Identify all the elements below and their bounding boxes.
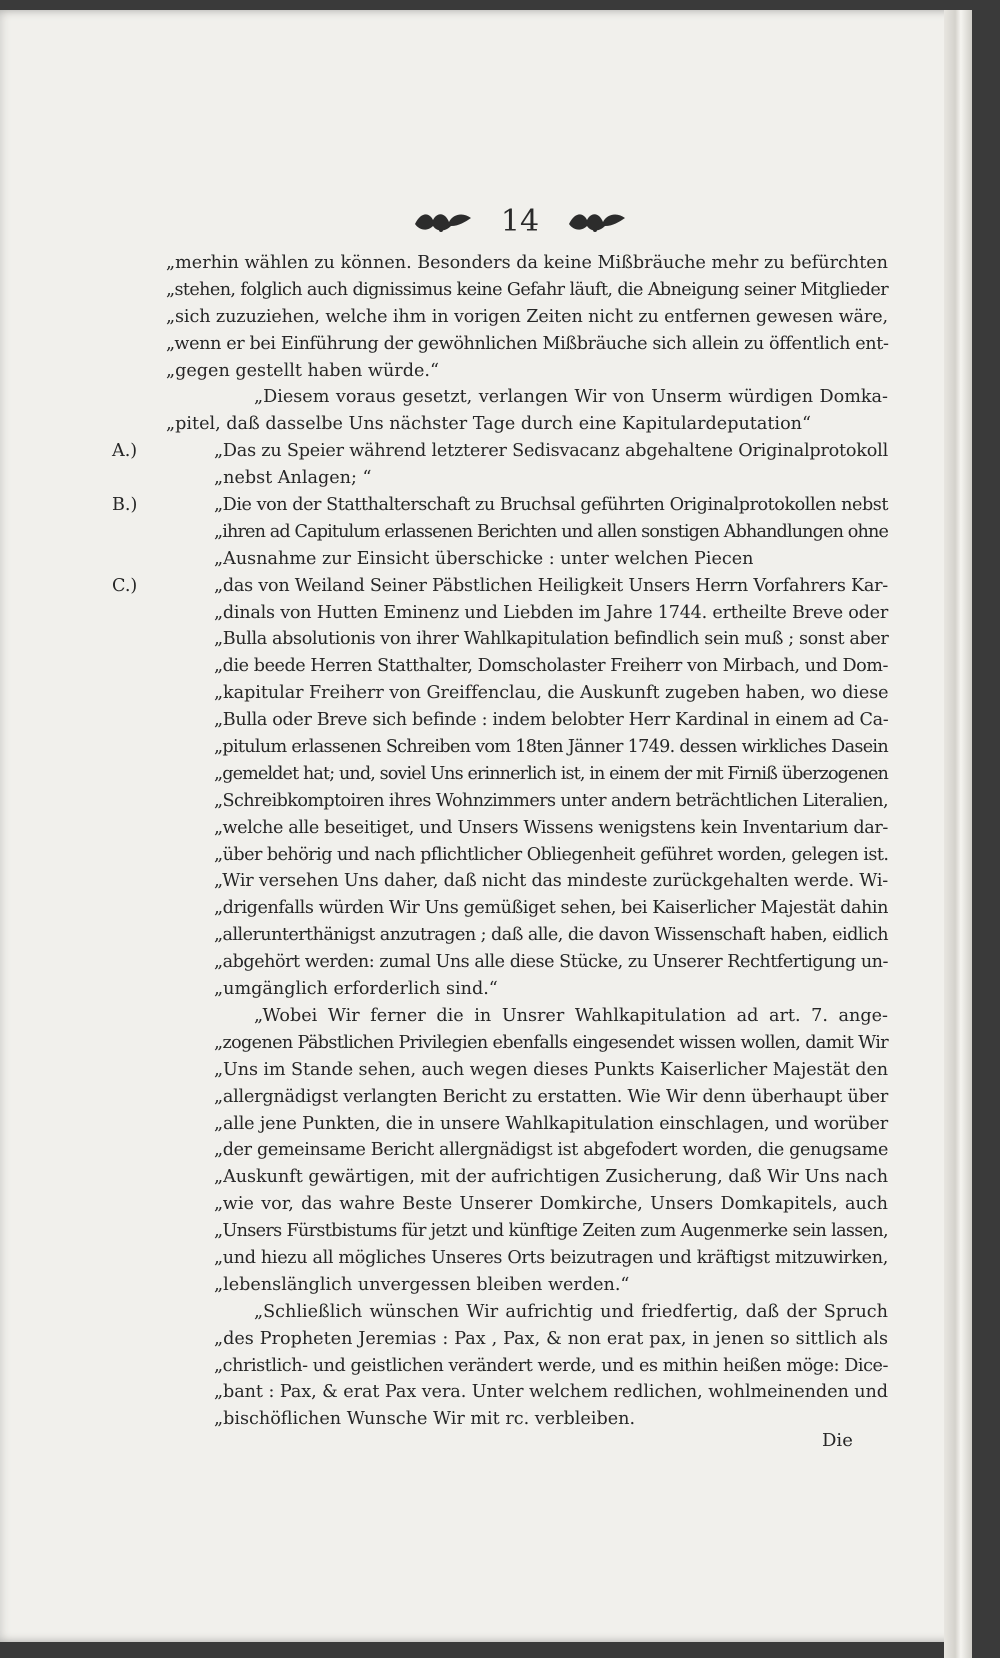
text-line bbox=[166, 384, 888, 411]
text-line bbox=[166, 250, 888, 277]
line-text: „pitel, daß dasselbe Uns nächster Tage durch eine Kapitulardeputation“ bbox=[166, 414, 811, 435]
line-text: „Bulla oder Breve sich befinde : indem belobter Herr Kardinal in einem ad Ca- bbox=[214, 710, 889, 731]
text-line bbox=[166, 331, 888, 358]
line-text: „alle jene Punkten, die in unsere Wahlkapitulation einschlagen, und worüber bbox=[214, 1113, 888, 1134]
body-text bbox=[112, 250, 889, 1433]
line-text: „christlich- und geistlichen verändert werde, und es mithin heißen möge: Dice- bbox=[214, 1355, 888, 1376]
text-line bbox=[166, 1084, 888, 1111]
text-line bbox=[166, 922, 888, 949]
item-label: B.) bbox=[112, 495, 138, 516]
line-text: „Diesem voraus gesetzt, verlangen Wir von Unserm würdigen Domka- bbox=[254, 387, 888, 408]
line-text: „kapitular Freiherr von Greiffenclau, die Auskunft zugeben haben, wo diese bbox=[214, 683, 889, 704]
line-text: „pitulum erlassenen Schreiben vom 18ten Jänner 1749. dessen wirkliches Dasein bbox=[214, 737, 888, 758]
line-text: „lebenslänglich unvergessen bleiben werden.“ bbox=[214, 1274, 630, 1295]
line-text: „allerunterthänigst anzutragen ; daß alle, die davon Wissenschaft haben, eidlich bbox=[214, 925, 888, 946]
text-line bbox=[166, 680, 888, 707]
line-text: „des Propheten Jeremias : Pax , Pax, & non erat pax, in jenen so sittlich als bbox=[214, 1328, 888, 1349]
line-text: „sich zuzuziehen, welche ihm in vorigen Zeiten nicht zu entfernen gewesen wäre, bbox=[166, 306, 888, 327]
text-line bbox=[166, 519, 888, 546]
item-label: A.) bbox=[112, 441, 138, 462]
text-line bbox=[166, 949, 888, 976]
text-line bbox=[166, 411, 888, 438]
line-text: „Wir versehen Uns daher, daß nicht das mindeste zurückgehalten werde. Wi- bbox=[214, 871, 888, 892]
text-line bbox=[166, 1137, 888, 1164]
line-text: „Schließlich wünschen Wir aufrichtig und friedfertig, daß der Spruch bbox=[254, 1301, 888, 1322]
text-line bbox=[166, 653, 888, 680]
text-line bbox=[112, 492, 888, 519]
line-text: „die beede Herren Statthalter, Domscholaster Freiherr von Mirbach, und Dom- bbox=[214, 656, 889, 677]
line-text: „und hiezu all mögliches Unseres Orts beizutragen und kräftigst mitzuwirken, bbox=[214, 1247, 888, 1268]
text-line bbox=[166, 626, 888, 653]
text-line bbox=[166, 1245, 888, 1272]
line-text: „dinals von Hutten Eminenz und Liebden im Jahre 1744. ertheilte Breve oder bbox=[214, 602, 888, 623]
line-text: „merhin wählen zu können. Besonders da keine Mißbräuche mehr zu befürchten bbox=[166, 253, 888, 273]
text-line bbox=[166, 815, 888, 842]
line-text: „welche alle beseitiget, und Unsers Wissens wenigstens kein Inventarium dar- bbox=[214, 817, 888, 838]
text-line bbox=[166, 1326, 888, 1353]
line-text: „Ausnahme zur Einsicht überschicke : unter welchen Piecen bbox=[214, 548, 754, 569]
line-text: „ihren ad Capitulum erlassenen Berichten und allen sonstigen Abhandlungen ohne bbox=[214, 521, 888, 542]
line-text: „gemeldet hat; und, soviel Uns erinnerlich ist, in einem der mit Firniß überzogenen bbox=[214, 763, 888, 784]
line-text: „bant : Pax, & erat Pax vera. Unter welchem redlichen, wohlmeinenden und bbox=[214, 1382, 888, 1403]
line-text: „gegen gestellt haben würde.“ bbox=[166, 360, 439, 381]
text-line bbox=[166, 1003, 888, 1030]
text-line bbox=[166, 277, 888, 304]
text-line bbox=[166, 761, 888, 788]
text-line bbox=[166, 734, 888, 761]
line-text: „Schreibkomptoiren ihres Wohnzimmers unter andern beträchtlichen Literalien, bbox=[214, 790, 888, 811]
text-line bbox=[112, 573, 888, 600]
line-text: „umgänglich erforderlich sind.“ bbox=[214, 979, 498, 1000]
page-number: 14 bbox=[500, 203, 540, 239]
text-line bbox=[166, 788, 888, 815]
running-head bbox=[380, 198, 660, 244]
text-line bbox=[166, 707, 888, 734]
text-line bbox=[166, 1111, 888, 1138]
item-label: C.) bbox=[112, 575, 138, 596]
text-line bbox=[166, 1218, 888, 1245]
text-line bbox=[166, 1299, 888, 1326]
line-text: „der gemeinsame Bericht allergnädigst ist abgefodert worden, die genugsame bbox=[214, 1140, 888, 1161]
text-line bbox=[166, 842, 888, 869]
text-line bbox=[166, 358, 888, 385]
line-text: „Die von der Statthalterschaft zu Bruchsal geführten Originalprotokollen nebst bbox=[214, 495, 888, 516]
line-text: „wie vor, das wahre Beste Unserer Domkirche, Unsers Domkapitels, auch bbox=[214, 1194, 888, 1215]
line-text: „Auskunft gewärtigen, mit der aufrichtigen Zusicherung, daß Wir Uns nach bbox=[214, 1167, 888, 1188]
line-text: „drigenfalls würden Wir Uns gemüßiget sehen, bei Kaiserlicher Majestät dahin bbox=[214, 898, 888, 919]
text-line bbox=[166, 465, 888, 492]
book-page bbox=[0, 10, 972, 1642]
text-line bbox=[166, 1057, 888, 1084]
text-line bbox=[166, 868, 888, 895]
line-text: „bischöflichen Wunsche Wir mit rc. verbleiben. bbox=[214, 1409, 636, 1430]
text-line bbox=[166, 304, 888, 331]
text-line bbox=[166, 1191, 888, 1218]
catchword: Die bbox=[822, 1430, 853, 1451]
text-line bbox=[166, 1406, 888, 1433]
fleuron-left-icon bbox=[411, 206, 475, 236]
text-line bbox=[166, 546, 888, 573]
line-text: „Unsers Fürstbistums für jetzt und künftige Zeiten zum Augenmerke sein lassen, bbox=[214, 1221, 888, 1242]
text-line bbox=[166, 1272, 888, 1299]
line-text: „nebst Anlagen; “ bbox=[214, 468, 372, 489]
text-line bbox=[166, 1030, 888, 1057]
line-text: „das von Weiland Seiner Päbstlichen Heiligkeit Unsers Herrn Vorfahrers Kar- bbox=[214, 575, 888, 596]
text-line bbox=[112, 438, 888, 465]
line-text: „Uns im Stande sehen, auch wegen dieses Punkts Kaiserlicher Majestät den bbox=[214, 1059, 888, 1080]
line-text: „abgehört werden: zumal Uns alle diese Stücke, zu Unserer Rechtfertigung un- bbox=[214, 952, 888, 973]
text-line bbox=[166, 895, 888, 922]
line-text: „stehen, folglich auch dignissimus keine Gefahr läuft, die Abneigung seiner Mitglieder bbox=[166, 279, 888, 300]
page-edge bbox=[944, 10, 972, 1658]
line-text: „wenn er bei Einführung der gewöhnlichen Mißbräuche sich allein zu öffentlich ent- bbox=[166, 333, 889, 354]
text-line bbox=[166, 976, 888, 1003]
fleuron-right-icon bbox=[565, 206, 629, 236]
text-line bbox=[166, 1164, 888, 1191]
text-line bbox=[166, 1379, 888, 1406]
line-text: „Das zu Speier während letzterer Sedisvacanz abgehaltene Originalprotokoll bbox=[214, 441, 888, 462]
line-text: „über behörig und nach pflichtlicher Obliegenheit geführet worden, gelegen ist. bbox=[214, 844, 889, 865]
line-text: „zogenen Päbstlichen Privilegien ebenfalls eingesendet wissen wollen, damit Wir bbox=[214, 1032, 888, 1053]
text-line bbox=[166, 1353, 888, 1380]
line-text: „Wobei Wir ferner die in Unsrer Wahlkapitulation ad art. 7. ange- bbox=[254, 1005, 888, 1026]
line-text: „allergnädigst verlangten Bericht zu erstatten. Wie Wir denn überhaupt über bbox=[214, 1086, 888, 1107]
line-text: „Bulla absolutionis von ihrer Wahlkapitulation befindlich sein muß ; sonst aber bbox=[214, 629, 889, 650]
text-line bbox=[166, 600, 888, 627]
